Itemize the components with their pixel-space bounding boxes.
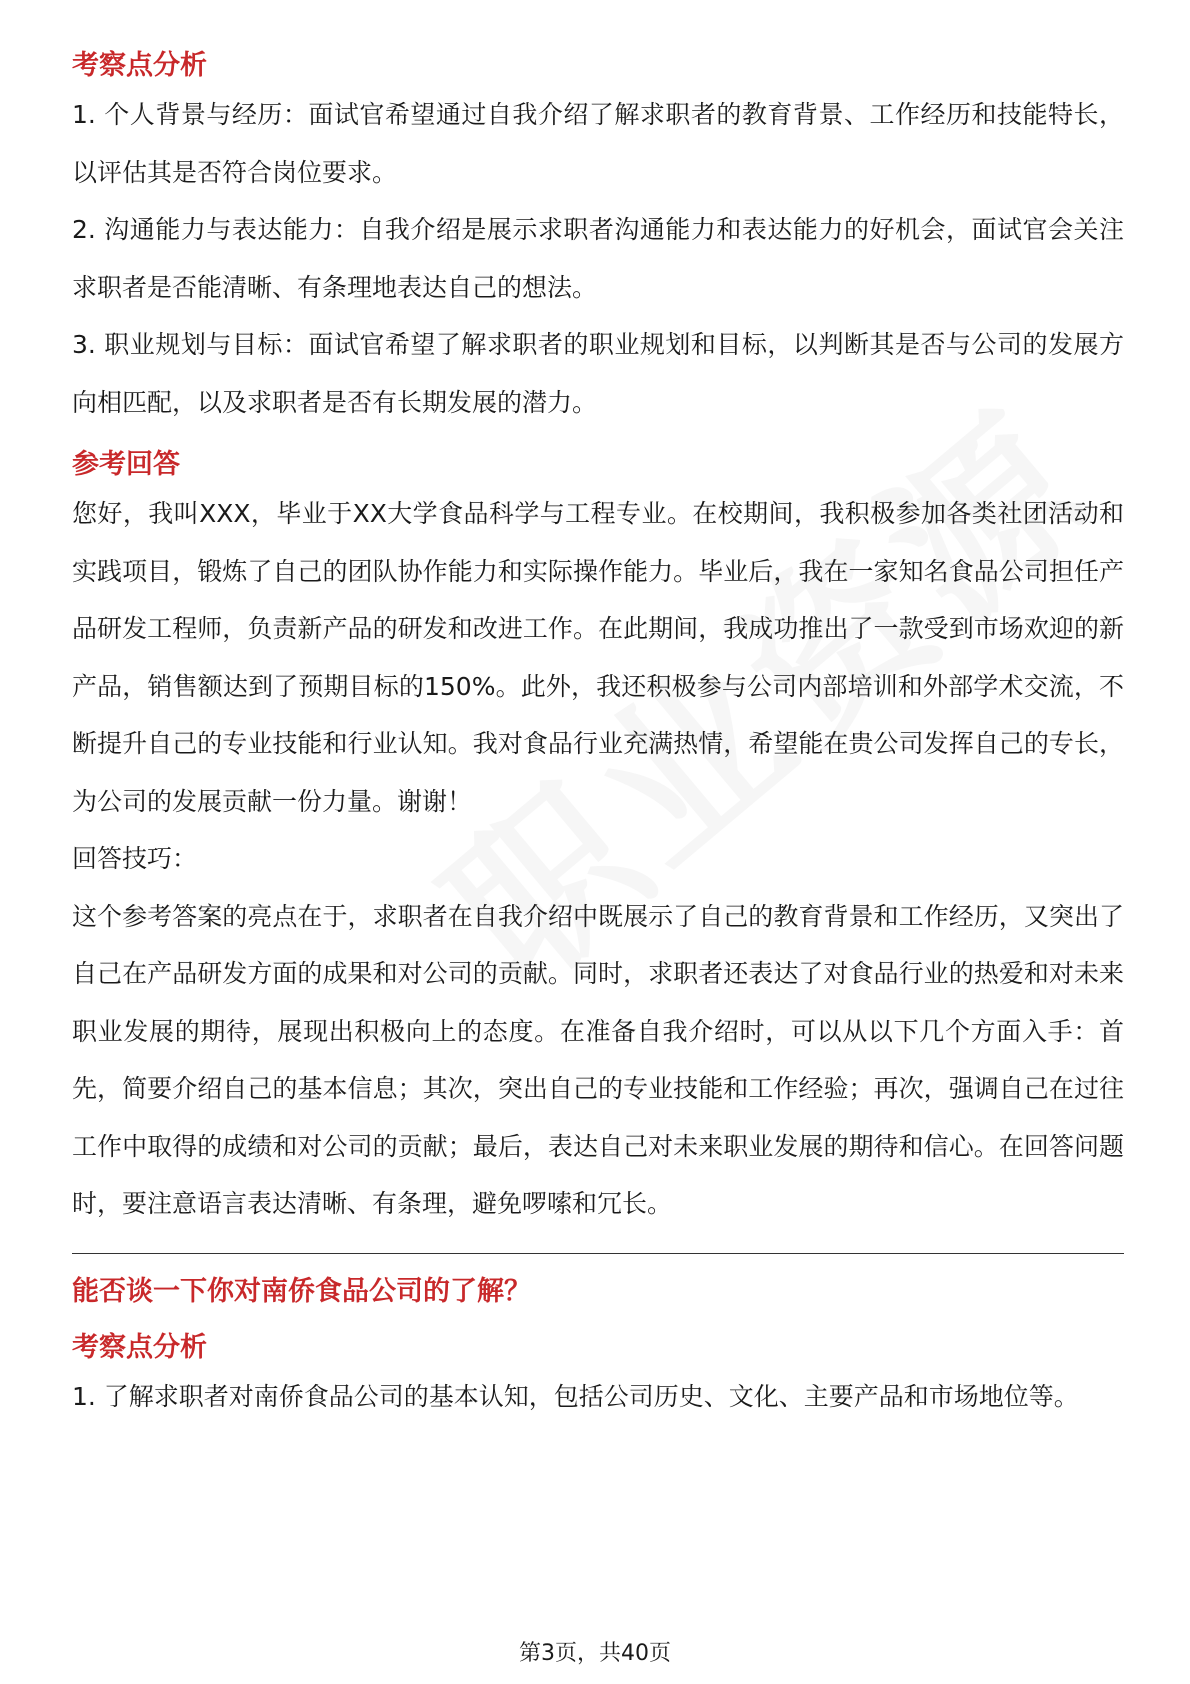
analysis-heading-2: 考察点分析 [72, 1331, 207, 1363]
analysis-heading: 考察点分析 [72, 50, 207, 81]
tips-text: 这个参考答案的亮点在于，求职者在自我介绍中既展示了自己的教育背景和工作经历，又突出了自己在产品研发方面的成果和对公司的贡献。同时，求职者还表达了对食品行业的热爱和对未来职业发展的期待，展现出积极向上的态度。在准备自我介绍时，可以从以下几个方面入手：首先，简要介绍自己的基本信息；其次，突出自己的专业技能和工作经验；再次，强调自己在过往工作中取得的成绩和对公司的贡献；最后，表达自己对未来职业发展的期待和信心。在回答问题时，要注意语言表达清晰、有条理，避免啰嗦和冗长。 [72, 901, 1124, 1218]
analysis-item-2: 2. 沟通能力与表达能力：自我介绍是展示求职者沟通能力和表达能力的好机会，面试官会关注求职者是否能清晰、有条理地表达自己的想法。 [72, 215, 1124, 302]
question-heading: 能否谈一下你对南侨食品公司的了解？ [72, 1275, 531, 1307]
reference-heading: 参考回答 [72, 449, 180, 480]
section-divider [72, 1253, 1124, 1254]
reference-answer: 您好，我叫XXX，毕业于XX大学食品科学与工程专业。在校期间，我积极参加各类社团活动和实践项目，锻炼了自己的团队协作能力和实际操作能力。毕业后，我在一家知名食品公司担任产品研发工程师，负责新产品的研发和改进工作。在此期间，我成功推出了一款受到市场欢迎的新产品，销售额达到了预期目标的150%。此外，我还积极参与公司内部培训和外部学术交流，不断提升自己的专业技能和行业认知。我对食品行业充满热情，希望能在贵公司发挥自己的专长，为公司的发展贡献一份力量。谢谢！ [72, 499, 1124, 816]
analysis-item-1: 1. 个人背景与经历：面试官希望通过自我介绍了解求职者的教育背景、工作经历和技能特长，以评估其是否符合岗位要求。 [72, 100, 1124, 187]
document-page [72, 46, 1124, 1425]
page-number: 第3页，共40页 [519, 1641, 671, 1666]
analysis-item-3: 3. 职业规划与目标：面试官希望了解求职者的职业规划和目标，以判断其是否与公司的发展方向相匹配，以及求职者是否有长期发展的潜力。 [72, 330, 1124, 417]
analysis2-item-1: 1. 了解求职者对南侨食品公司的基本认知，包括公司历史、文化、主要产品和市场地位等。 [72, 1381, 1079, 1411]
tips-label: 回答技巧： [72, 844, 198, 873]
